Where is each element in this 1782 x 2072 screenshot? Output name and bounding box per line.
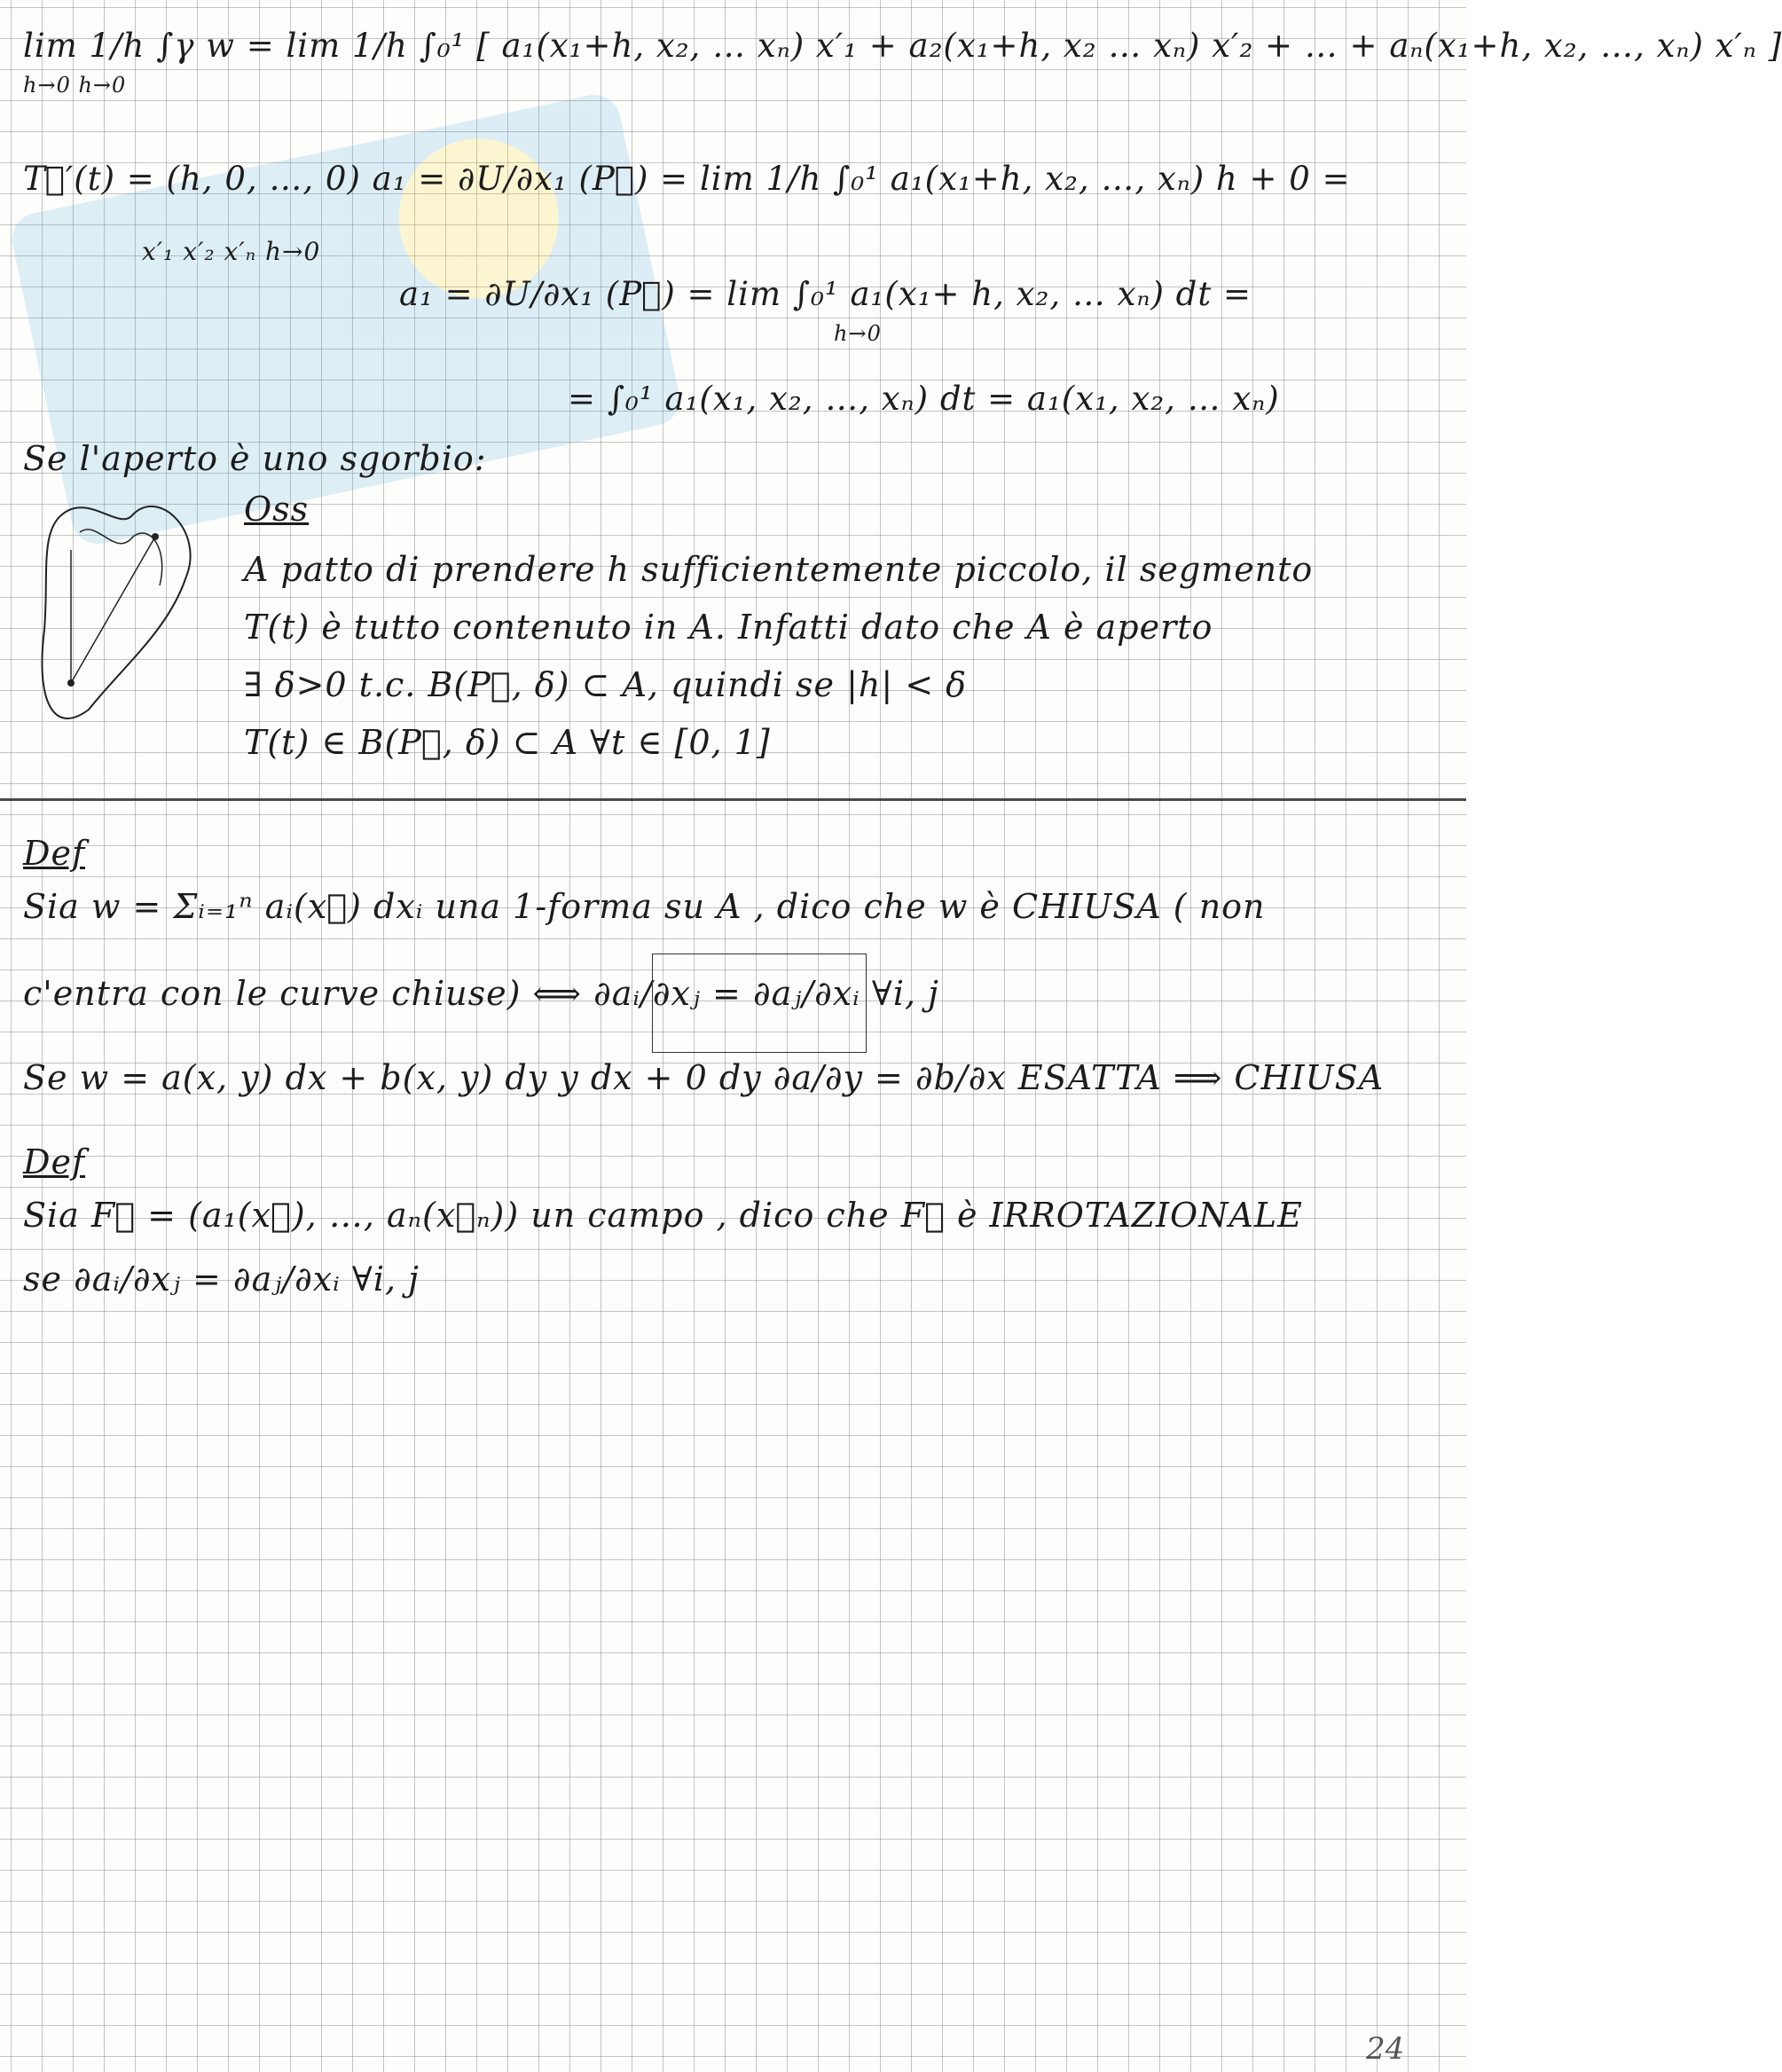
oss-line-2: T(t) è tutto contenuto in A. Infatti dato che A è aperto xyxy=(244,608,1213,647)
section-divider xyxy=(0,798,1466,801)
formula-limit-line: lim 1/h ∫γ w = lim 1/h ∫₀¹ [ a₁(x₁+h, x₂, … xₙ) x′₁ + a₂(x₁+h, x₂ … xₙ) x′₂ + … + aₙ(x₁+h, x₂, …, xₙ) x′ₙ ] xyxy=(23,27,1782,65)
oss-line-1: A patto di prendere h sufficientemente piccolo, il segmento xyxy=(244,550,1314,589)
condition-box xyxy=(652,954,867,1053)
def1-line-3: Se w = a(x, y) dx + b(x, y) dy y dx + 0 dy ∂a/∂y = ∂b/∂x ESATTA ⟹ CHIUSA xyxy=(23,1058,1385,1097)
oss-line-3: ∃ δ>0 t.c. B(P⃗, δ) ⊂ A, quindi se |h| < δ xyxy=(244,665,968,704)
open-set-sketch xyxy=(35,497,204,736)
def-heading-1: Def xyxy=(23,834,86,873)
formula-partial-line: a₁ = ∂U/∂x₁ (P⃗) = lim ∫₀¹ a₁(x₁+ h, x₂, … xₙ) dt = xyxy=(399,275,1252,313)
limit-subscript: h→0 h→0 xyxy=(23,73,127,98)
component-labels: x′₁ x′₂ x′ₙ h→0 xyxy=(142,237,321,266)
formula-derivative-line: T⃗′(t) = (h, 0, …, 0) a₁ = ∂U/∂x₁ (P⃗) = lim 1/h ∫₀¹ a₁(x₁+h, x₂, …, xₙ) h + 0 = xyxy=(23,160,1351,198)
oss-line-4: T(t) ∈ B(P⃗, δ) ⊂ A ∀t ∈ [0, 1] xyxy=(244,723,771,762)
def2-line-2: se ∂aᵢ/∂xⱼ = ∂aⱼ/∂xᵢ ∀i, j xyxy=(23,1260,420,1299)
def-heading-2: Def xyxy=(23,1142,86,1181)
def1-line-2: c'entra con le curve chiuse) ⟺ ∂aᵢ/∂xⱼ = ∂aⱼ/∂xᵢ ∀i, j xyxy=(23,974,939,1013)
oss-heading: Oss xyxy=(244,490,310,529)
def1-line-1: Sia w = Σᵢ₌₁ⁿ aᵢ(x⃗) dxᵢ una 1-forma su A , dico che w è CHIUSA ( non xyxy=(23,887,1266,926)
page-number: 24 xyxy=(1366,2031,1405,2067)
watermark-logo xyxy=(7,90,685,548)
limit-subscript-2: h→0 xyxy=(834,321,882,346)
def2-line-1: Sia F⃗ = (a₁(x⃗), …, aₙ(x⃗ₙ)) un campo , dico che F⃗ è IRROTAZIONALE xyxy=(23,1196,1303,1235)
formula-result-line: = ∫₀¹ a₁(x₁, x₂, …, xₙ) dt = a₁(x₁, x₂, … xₙ) xyxy=(568,380,1280,418)
paragraph-sgorbio: Se l'aperto è uno sgorbio: xyxy=(23,439,487,478)
